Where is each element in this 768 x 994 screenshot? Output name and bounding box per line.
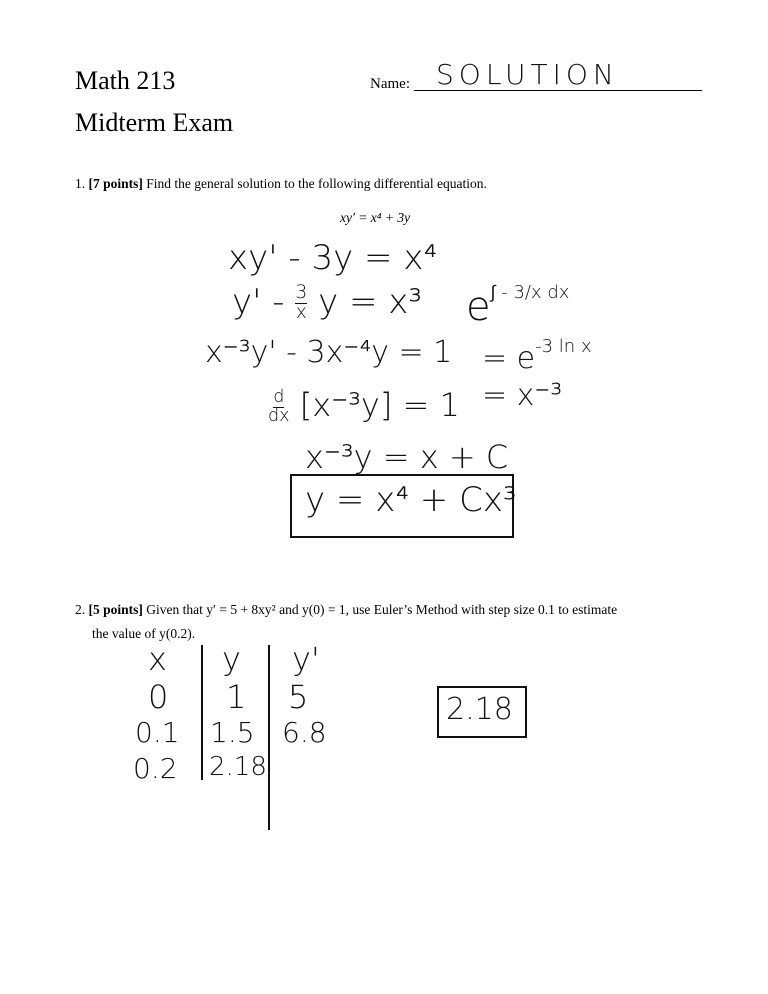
name-value: SOLUTION [436, 58, 619, 91]
exponent: -3 ln x [535, 336, 592, 357]
text: = e [482, 341, 536, 376]
work-line-1: xy' - 3y = x⁴ [228, 238, 438, 278]
if-line-2 [482, 336, 592, 376]
work-line-4 [268, 386, 460, 425]
q1-points: [7 points] [88, 176, 143, 191]
derivative [268, 386, 290, 426]
table-divider [201, 645, 203, 780]
cell: 0.1 [135, 716, 180, 749]
if-line-3: = x⁻³ [482, 378, 563, 413]
q2-prompt: Given that y′ = 5 + 8xy² and y(0) = 1, use Euler’s Method with step size 0.1 to estimate [146, 602, 618, 617]
cell: 5 [288, 678, 309, 716]
q2-number: 2. [75, 602, 86, 617]
answer-1: y = x⁴ + Cx³ [305, 480, 517, 520]
cell: 0 [148, 678, 169, 716]
work-line-5: x⁻³y = x + C [305, 438, 509, 476]
exam-title: Midterm Exam [75, 108, 234, 137]
base: e [466, 284, 491, 330]
question-2 [75, 602, 617, 618]
question-1 [75, 176, 487, 192]
header-y: y [222, 640, 241, 678]
answer-2: 2.18 [446, 692, 513, 727]
den: x [295, 302, 307, 323]
course-title: Math 213 [75, 66, 176, 95]
cell: 6.8 [282, 716, 327, 749]
fraction [295, 284, 307, 322]
den: dx [268, 405, 290, 426]
integrating-factor [466, 282, 569, 330]
text: [x⁻³y] = 1 [299, 386, 460, 424]
q2-points: [5 points] [88, 602, 143, 617]
work-line-2 [232, 282, 422, 323]
text: y' - [232, 282, 285, 322]
table-divider [268, 645, 270, 830]
num: 3 [295, 282, 308, 304]
cell: 1.5 [210, 716, 255, 749]
name-label: Name: [370, 76, 410, 92]
work-line-3: x⁻³y' - 3x⁻⁴y = 1 [205, 335, 453, 370]
q1-equation: xy′ = x⁴ + 3y [340, 210, 411, 225]
text: y = x³ [318, 282, 423, 322]
q1-number: 1. [75, 176, 86, 191]
cell: 1 [226, 678, 247, 716]
header-x: x [148, 640, 167, 678]
exponent: ∫ - 3/x dx [490, 282, 570, 303]
cell: 0.2 [133, 752, 178, 785]
header-yprime: y' [292, 640, 320, 678]
q1-prompt: Find the general solution to the following differential equation. [146, 176, 487, 191]
num: d [273, 386, 285, 407]
cell: 2.18 [209, 752, 267, 782]
q2-prompt-2: the value of y(0.2). [92, 626, 196, 641]
